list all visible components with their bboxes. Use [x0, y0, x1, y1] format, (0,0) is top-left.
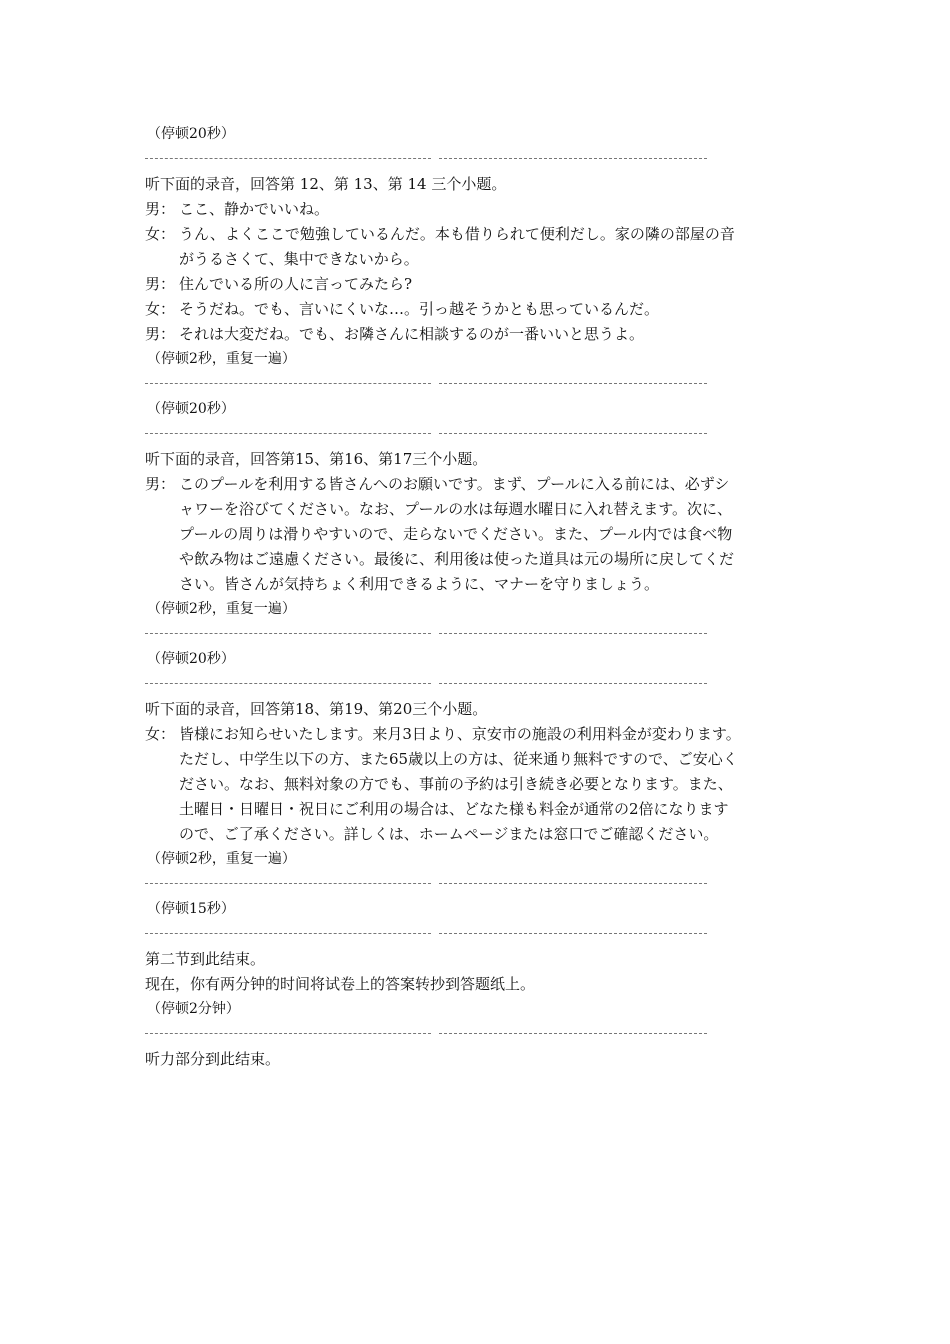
monologue-line: ただし、中学生以下の方、また65歳以上の方は、従来通り無料ですので、ご安心く — [179, 750, 738, 768]
section-end-note: 第二节到此结束。 — [145, 950, 266, 968]
pause-note: （停顿20秒） — [147, 401, 235, 417]
monologue-line: このプールを利用する皆さんへのお願いです。まず、プールに入る前には、必ずシ — [179, 475, 730, 493]
section-intro-15: 听下面的录音，回答第15、第16、第17三个小题。 — [145, 450, 488, 468]
speaker-label: 女： — [145, 725, 176, 743]
dialogue-turn — [145, 322, 805, 347]
dialogue-turn — [145, 272, 805, 297]
divider — [145, 871, 805, 897]
divider — [145, 921, 805, 947]
monologue-line: ので、ご了承ください。詳しくは、ホームページまたは窓口でご確認ください。 — [179, 825, 719, 843]
dialogue-line: 住んでいる所の人に言ってみたら? — [179, 275, 413, 293]
monologue-18-20 — [145, 722, 805, 847]
dialogue-turn — [145, 197, 805, 222]
pause-note: （停顿20秒） — [147, 651, 235, 667]
speaker-label: 男： — [145, 200, 176, 218]
pause-repeat-note: （停顿2秒，重复一遍） — [147, 601, 296, 617]
section-intro-12: 听下面的录音，回答第 12、第 13、第 14 三个小题。 — [145, 175, 507, 193]
divider — [145, 621, 805, 647]
dialogue-turn — [145, 297, 805, 322]
divider — [145, 421, 805, 447]
monologue-line: ャワーを浴びてください。なお、プールの水は毎週水曜日に入れ替えます。次に、 — [179, 500, 733, 518]
pause-repeat-note: （停顿2秒，重复一遍） — [147, 851, 296, 867]
pause-repeat-note: （停顿2秒，重复一遍） — [147, 351, 296, 367]
speaker-label: 男： — [145, 275, 176, 293]
divider — [145, 671, 805, 697]
monologue-line: 皆様にお知らせいたします。来月3日より、京安市の施設の利用料金が変わります。 — [179, 725, 741, 743]
pause-note: （停顿2分钟） — [147, 1001, 240, 1017]
section-intro-18: 听下面的录音，回答第18、第19、第20三个小题。 — [145, 700, 488, 718]
monologue-15-17 — [145, 472, 805, 597]
dialogue-turn — [145, 222, 805, 272]
transfer-instruction: 现在，你有两分钟的时间将试卷上的答案转抄到答题纸上。 — [145, 975, 536, 993]
dialogue-line: がうるさくて、集中できないから。 — [179, 250, 419, 268]
speaker-label: 男： — [145, 325, 176, 343]
divider — [145, 1021, 805, 1047]
listening-script — [145, 122, 805, 1072]
speaker-label: 女： — [145, 300, 176, 318]
divider — [145, 371, 805, 397]
pause-note: （停顿15秒） — [147, 901, 235, 917]
monologue-line: プールの周りは滑りやすいので、走らないでください。また、プール内では食べ物 — [179, 525, 733, 543]
divider — [145, 146, 805, 172]
dialogue-line: そうだね。でも、言いにくいな…。引っ越そうかとも思っているんだ。 — [179, 300, 660, 318]
dialogue-line: それは大変だね。でも、お隣さんに相談するのが一番いいと思うよ。 — [179, 325, 645, 343]
speaker-label: 男： — [145, 475, 176, 493]
monologue-line: や飲み物はご遠慮ください。最後に、利用後は使った道具は元の場所に戻してくだ — [179, 550, 735, 568]
dialogue-12-14 — [145, 197, 805, 347]
listening-end-note: 听力部分到此结束。 — [145, 1050, 281, 1068]
monologue-line: さい。皆さんが気持ちょく利用できるように、マナーを守りましょう。 — [179, 575, 660, 593]
monologue-line: 土曜日・日曜日・祝日にご利用の場合は、どなた様も料金が通常の2倍になります — [179, 800, 729, 818]
speaker-label: 女： — [145, 225, 176, 243]
pause-note: （停顿20秒） — [147, 126, 235, 142]
dialogue-line: うん、よくここで勉強しているんだ。本も借りられて便利だし。家の隣の部屋の音 — [179, 225, 735, 243]
monologue-line: ださい。なお、無料対象の方でも、事前の予約は引き続き必要となります。また、 — [179, 775, 733, 793]
dialogue-line: ここ、静かでいいね。 — [179, 200, 330, 218]
